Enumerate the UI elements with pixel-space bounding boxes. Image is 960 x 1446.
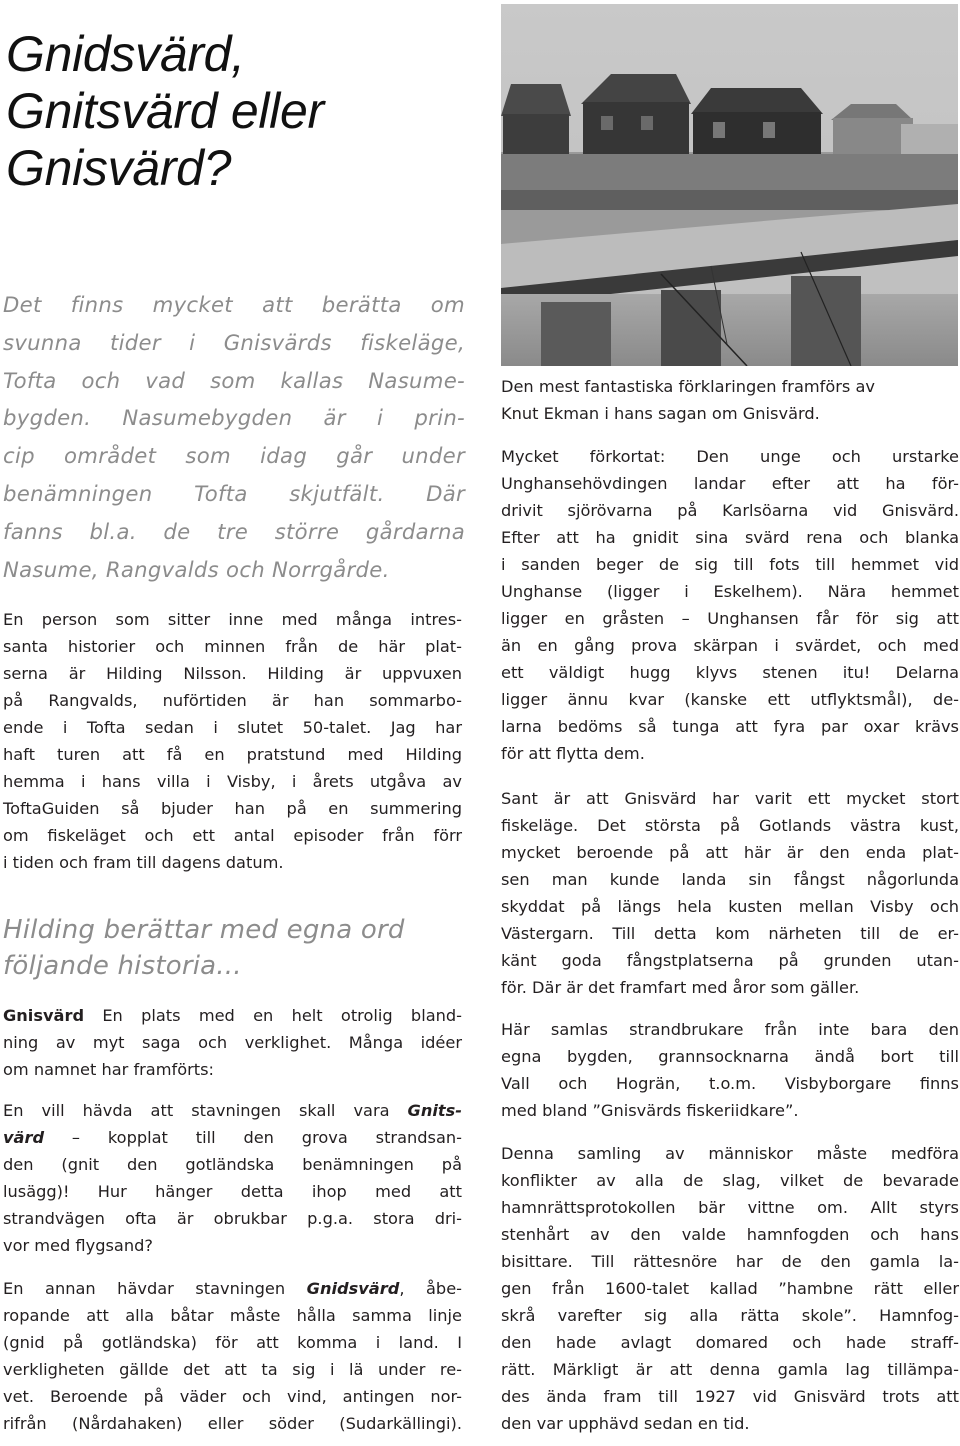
gnitsvard-first-line [3, 1097, 462, 1124]
text-line: vor med flygsand? [3, 1236, 153, 1255]
text-line: stenhårt av den valde hamnfogden och hans [501, 1225, 959, 1244]
text-line: Den mest fantastiska förklaringen framförs av [501, 377, 875, 396]
text-line: Hilding berättar med egna ord [3, 915, 405, 945]
text-line: egna bygden, grannsocknarna ändå bort till [501, 1047, 959, 1066]
gnidsvard-term: Gnidsvärd [306, 1279, 400, 1298]
text-line: Gnisvärd? [6, 140, 232, 196]
text-line: mycket beroende på att här är den enda plat- [501, 843, 959, 862]
text-line: En person som sitter inne med många intres- [3, 610, 462, 629]
gnitsvard-paragraph [3, 1097, 462, 1259]
text-line: Gnitsvärd eller [6, 83, 324, 139]
text-line: Mycket förkortat: Den unge och urstarke [501, 447, 959, 466]
gnisvard-rest-lines [3, 1029, 462, 1083]
text-line: fanns bl.a. de tre större gårdarna [3, 518, 465, 544]
text-line: verkligheten gällde det att ta sig i lä under re- [3, 1360, 462, 1379]
gnidsvard-first-line [3, 1275, 462, 1302]
text-line: följande historia... [3, 951, 242, 981]
section-subheading [3, 912, 473, 984]
text-line: Sant är att Gnisvärd har varit ett mycket stort [501, 789, 959, 808]
text-line: ligger en gråsten – Unghansen får för sig att [501, 609, 959, 628]
right-paragraph-4 [501, 1016, 959, 1124]
gnidsvard-paragraph [3, 1275, 462, 1437]
text-line: för att flytta dem. [501, 744, 645, 763]
text-line: strandvägen ofta är obrukbar p.g.a. stora dri- [3, 1209, 462, 1228]
intro-paragraph [3, 286, 465, 588]
text-line: skrå varefter sig alla rätta skole”. Hamnfog- [501, 1306, 959, 1325]
text-line: fiskeläge. Det största på Gotlands västra kust, [501, 816, 959, 835]
text-line: för. Där är det framfart med åror som gäller. [501, 978, 860, 997]
text-line: lusägg)! Hur hänger detta ihop med att [3, 1182, 462, 1201]
text-line: Västergarn. Till detta kom närheten till de er- [501, 924, 959, 943]
text-line: Här samlas strandbrukare från inte bara den [501, 1020, 959, 1039]
text-line: ligger ännu kvar (kanske ett utflyktsmål), de- [501, 690, 959, 709]
text-line: drivit sjörövarna på Karlsöarna vid Gnisvärd. [501, 501, 959, 520]
text-line: hemma i hans villa i Visby, i årets utgåva av [3, 772, 462, 791]
text-line: rätt. Märkligt är att denna gamla lag tillämpa- [501, 1360, 959, 1379]
text-line: i sanden beger de sig till fots till hemmet vid [501, 555, 959, 574]
text-line: Unghansehövdingen landar efter att ha för- [501, 474, 959, 493]
gnitsvard-rest-lines [3, 1151, 462, 1259]
right-paragraph-3 [501, 785, 959, 1001]
text-line: Denna samling av människor måste medföra [501, 1144, 959, 1163]
harbor-photo-graphic [501, 4, 958, 366]
text-line: den (gnit den gotländska benämningen på [3, 1155, 462, 1174]
gnidsvard-rest-lines [3, 1302, 462, 1437]
text-line: Efter att ha gnidit sina svärd rena och blanka [501, 528, 959, 547]
text-line: serna är Hilding Nilsson. Hilding är uppvuxen [3, 664, 462, 683]
right-paragraph-5 [501, 1140, 959, 1437]
text-line: gen från 1600-talet kallad ”hambne rätt eller [501, 1279, 959, 1298]
gnidsvard-intro-text: En annan hävdar stavningen [3, 1279, 307, 1298]
text-line: larna bedöms så tunga att fyra par oxar krävs [501, 717, 959, 736]
gnisvard-first-line [3, 1002, 462, 1029]
text-line: ende i Tofta sedan i slutet 50-talet. Jag har [3, 718, 462, 737]
text-line: konflikter av alla de slag, vilket de bevarade [501, 1171, 959, 1190]
text-line: benämningen Tofta skjutfält. Där [3, 480, 465, 506]
text-line: santa historier och minnen från de här plat- [3, 637, 462, 656]
text-line: ToftaGuiden så bjuder han på en summering [3, 799, 462, 818]
text-line: bygden. Nasumebygden är i prin- [3, 405, 465, 431]
text-line: ett väldigt hugg klyvs stenen itu! Delarna [501, 663, 959, 682]
right-paragraph-1 [501, 373, 959, 427]
text-line: Unghanse (ligger i Eskelhem). Nära hemmet [501, 582, 959, 601]
text-line: Nasume, Rangvalds och Norrgårde. [3, 556, 390, 582]
text-line: haft turen att få en pratstund med Hilding [3, 745, 462, 764]
text-line: med bland ”Gnisvärds fiskeriidkare”. [501, 1101, 799, 1120]
text-line: rifrån (Nårdahaken) eller söder (Sudarkällingi). [3, 1414, 462, 1433]
text-line: skyddat på längs hela kusten mellan Visby och [501, 897, 959, 916]
gnitsvard-term-a: Gnits- [407, 1101, 462, 1120]
text-line: cip området som idag går under [3, 443, 465, 469]
text-line: Gnidsvärd, [6, 26, 245, 82]
text-line: om fiskeläget och ett antal episoder från förr [3, 826, 462, 845]
gnitsvard-intro-text: En vill hävda att stavningen skall vara [3, 1101, 408, 1120]
text-line: ropande att alla båtar måste hålla samma linje [3, 1306, 462, 1325]
gnitsvard-second-line-text: – kopplat till den grova strandsan- [44, 1128, 462, 1147]
gnitsvard-term-b: värd [3, 1128, 45, 1147]
text-line: Det finns mycket att berätta om [3, 292, 465, 317]
text-line: i tiden och fram till dagens datum. [3, 853, 284, 872]
text-line: Knut Ekman i hans sagan om Gnisvärd. [501, 404, 820, 423]
gnisvard-first-line-text: En plats med en helt otrolig bland- [84, 1006, 462, 1025]
harbor-photo [501, 4, 958, 366]
text-line: bisittare. Till rättesnöre har de den gamla la- [501, 1252, 959, 1271]
right-paragraph-2 [501, 443, 959, 767]
gnisvard-term: Gnisvärd [3, 1006, 85, 1025]
intro-body-paragraph [3, 606, 462, 876]
text-line: (gnid på gotländska) för att komma i land. I [3, 1333, 462, 1352]
text-line: ning av myt saga och verklighet. Många idéer [3, 1033, 462, 1052]
text-line: des ända fram till 1927 vid Gnisvärd trots att [501, 1387, 959, 1406]
gnidsvard-first-line-text: , åbe- [399, 1279, 462, 1298]
text-line: den var upphävd sedan en tid. [501, 1414, 750, 1433]
text-line: hamnrättsprotokollen bär vittne om. Allt styrs [501, 1198, 959, 1217]
gnisvard-paragraph [3, 1002, 462, 1083]
text-line: sen man kunde landa sin fångst någorlunda [501, 870, 959, 889]
text-line: Vall och Hogrän, t.o.m. Visbyborgare finns [501, 1074, 959, 1093]
text-line: på Rangvalds, nuförtiden är han sommarbo- [3, 691, 462, 710]
text-line: om namnet har framförts: [3, 1060, 214, 1079]
text-line: känt goda fångstplatserna på grunden utan- [501, 951, 959, 970]
text-line: svunna tider i Gnisvärds fiskeläge, [3, 329, 465, 355]
gnitsvard-second-line [3, 1124, 462, 1151]
text-line: den hade avlagt domared och hade straff- [501, 1333, 959, 1352]
article-title [6, 26, 486, 197]
text-line: Tofta och vad som kallas Nasume- [3, 367, 465, 393]
text-line: vet. Beroende på väder och vind, antingen nor- [3, 1387, 462, 1406]
text-line: än en gång prova skärpan i svärdet, och med [501, 636, 959, 655]
